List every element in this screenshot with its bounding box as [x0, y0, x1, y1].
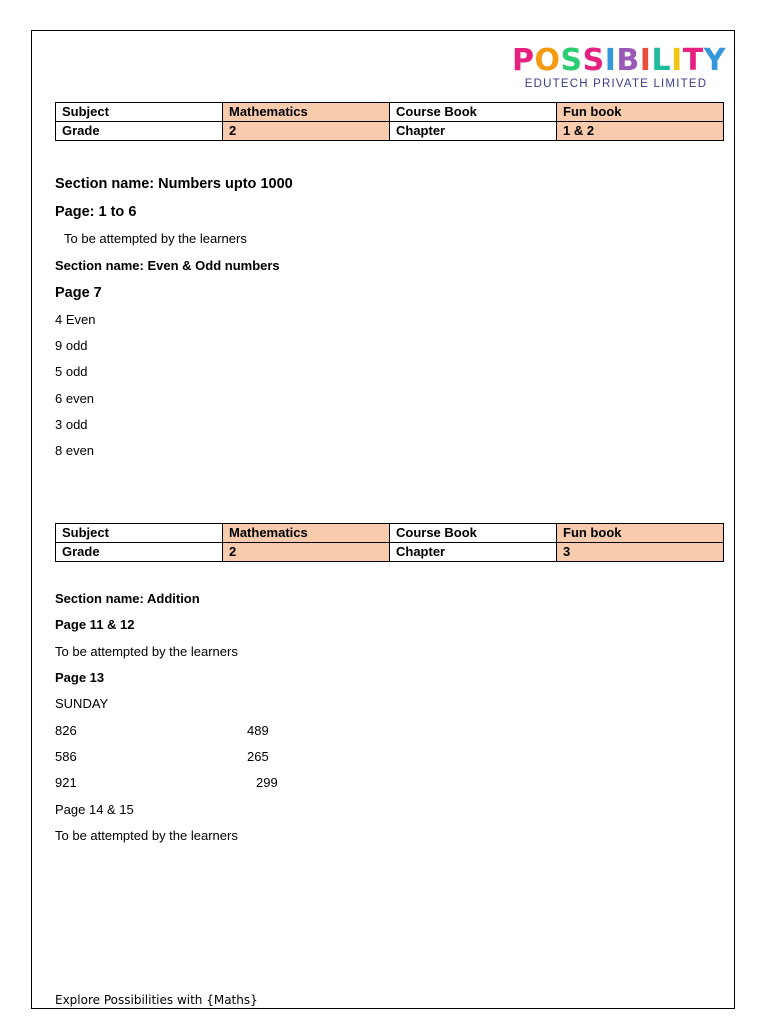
instruction-text: To be attempted by the learners	[64, 231, 247, 246]
day-label: SUNDAY	[55, 696, 109, 711]
logo-subtitle: EDUTECH PRIVATE LIMITED	[524, 78, 708, 87]
document-page	[31, 30, 735, 1009]
logo-letter: I	[604, 43, 617, 78]
table-cell: Mathematics	[223, 524, 390, 543]
logo-letter: S	[582, 43, 605, 78]
table-cell: Chapter	[390, 543, 557, 562]
logo-letter: B	[616, 43, 640, 78]
table-cell: Mathematics	[223, 103, 390, 122]
table-cell: Subject	[56, 103, 223, 122]
logo-letter: I	[639, 43, 652, 78]
table-cell: Course Book	[390, 524, 557, 543]
answer-item: 5 odd	[55, 364, 88, 379]
page-range: Page 13	[55, 670, 105, 685]
table-cell: Fun book	[557, 524, 724, 543]
table-cell: Grade	[56, 543, 223, 562]
sum-value: 489	[247, 723, 269, 738]
page-footer: Explore Possibilities with {Maths}	[55, 993, 258, 1007]
logo-letter: T	[682, 43, 704, 78]
answer-item: 4 Even	[55, 312, 96, 327]
table-row	[56, 524, 724, 543]
answer-item: 8 even	[55, 443, 95, 458]
logo-wordmark	[512, 43, 726, 78]
instruction-text: To be attempted by the learners	[55, 828, 238, 843]
table-cell: 2	[223, 543, 390, 562]
page-range: Page 11 & 12	[55, 617, 135, 632]
instruction-text: To be attempted by the learners	[55, 644, 238, 659]
table-cell: 1 & 2	[557, 122, 724, 141]
info-table-2	[55, 523, 724, 562]
table-cell: 3	[557, 543, 724, 562]
section-title: Section name: Addition	[55, 591, 200, 606]
logo-letter: O	[534, 43, 561, 78]
logo-letter: I	[671, 43, 683, 78]
table-cell: Course Book	[390, 103, 557, 122]
info-table-1	[55, 102, 724, 141]
answer-item: 3 odd	[55, 417, 88, 432]
logo-letter: Y	[703, 43, 726, 78]
logo-letter: P	[512, 43, 535, 78]
logo-letter: S	[560, 43, 583, 78]
table-cell: Subject	[56, 524, 223, 543]
answer-item: 6 even	[55, 391, 95, 406]
page-range: Page: 1 to 6	[55, 204, 137, 220]
section-title: Section name: Even & Odd numbers	[55, 258, 280, 273]
section-title: Section name: Numbers upto 1000	[55, 176, 293, 192]
table-cell: Fun book	[557, 103, 724, 122]
sum-value: 826	[55, 723, 77, 738]
page-range: Page 7	[55, 285, 102, 301]
table-cell: 2	[223, 122, 390, 141]
table-row	[56, 122, 724, 141]
page-range: Page 14 & 15	[55, 802, 134, 817]
sum-value: 265	[247, 749, 269, 764]
table-cell: Chapter	[390, 122, 557, 141]
sum-value: 586	[55, 749, 77, 764]
possibility-logo	[512, 43, 726, 89]
sum-value: 299	[256, 775, 278, 790]
table-row	[56, 103, 724, 122]
table-row	[56, 543, 724, 562]
sum-value: 921	[55, 775, 77, 790]
table-cell: Grade	[56, 122, 223, 141]
answer-item: 9 odd	[55, 338, 88, 353]
logo-letter: L	[651, 43, 672, 78]
